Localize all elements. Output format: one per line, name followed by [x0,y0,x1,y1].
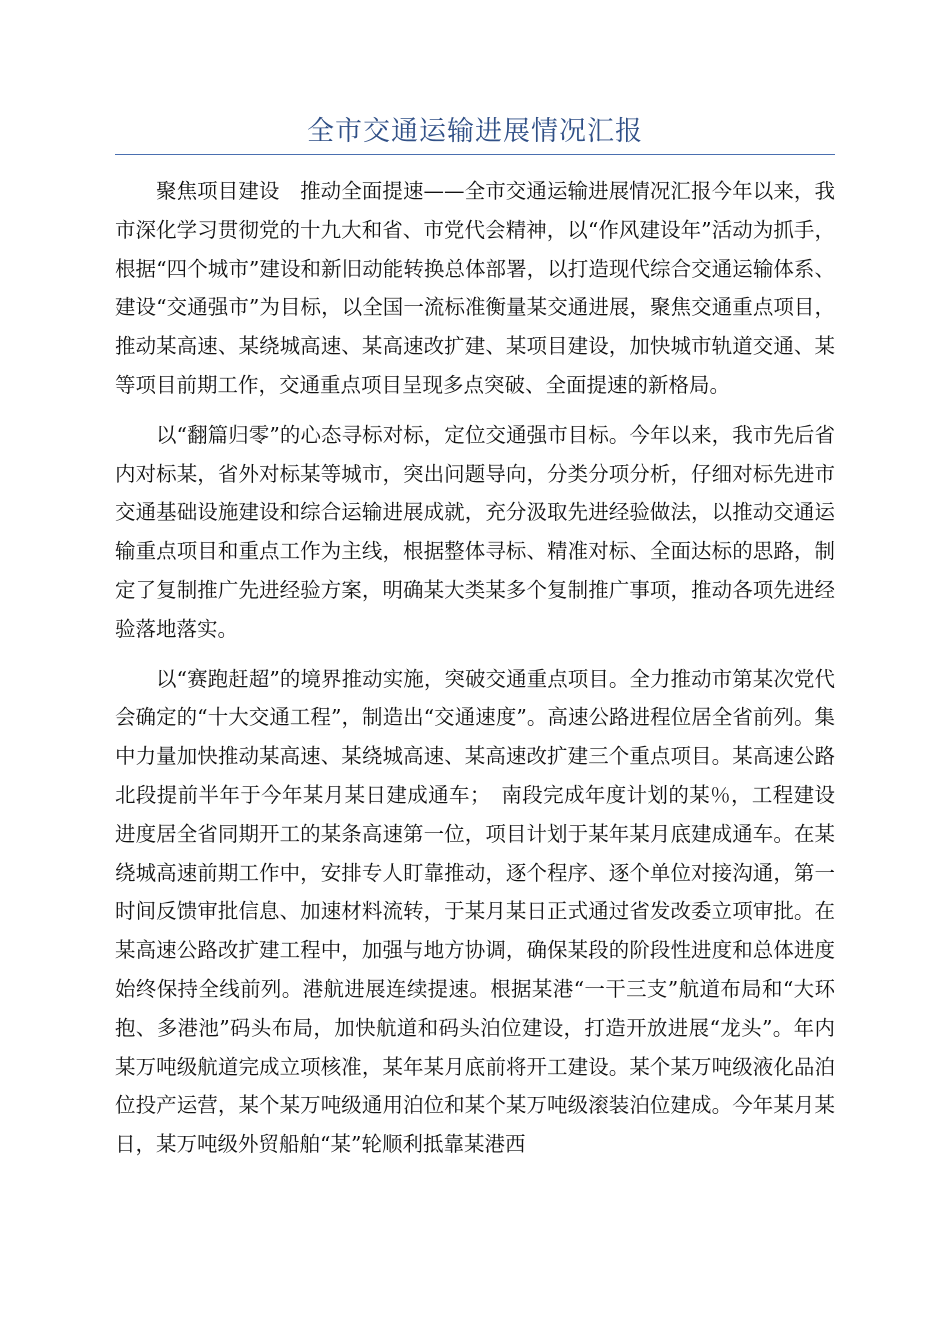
paragraph-2: 以“翻篇归零”的心态寻标对标，定位交通强市目标。今年以来，我市先后省内对标某，省外对标某等城市，突出问题导向，分类分项分析，仔细对标先进市交通基础设施建设和综合运输进展成就，充分汲取先进经验做法，以推动交通运输重点项目和重点工作为主线，根据整体寻标、精准对标、全面达标的思路，制定了复制推广先进经验方案，明确某大类某多个复制推广事项，推动各项先进经验落地落实。 [115,422,835,641]
title-underline [115,154,835,155]
document-body [115,172,835,1175]
paragraph-1: 聚焦项目建设 推动全面提速——全市交通运输进展情况汇报今年以来，我市深化学习贯彻党的十九大和省、市党代会精神，以“作风建设年”活动为抓手，根据“四个城市”建设和新旧动能转换总体部署，以打造现代综合交通运输体系、建设“交通强市”为目标，以全国一流标准衡量某交通进展，聚焦交通重点项目，推动某高速、某绕城高速、某高速改扩建、某项目建设，加快城市轨道交通、某等项目前期工作，交通重点项目呈现多点突破、全面提速的新格局。 [115,179,835,397]
document-title: 全市交通运输进展情况汇报 [307,116,643,147]
paragraph-3: 以“赛跑赶超”的境界推动实施，突破交通重点项目。全力推动市第某次党代会确定的“十大交通工程”，制造出“交通速度”。高速公路进程位居全省前列。集中力量加快推动某高速、某绕城高速、某高速改扩建三个重点项目。某高速公路北段提前半年于今年某月某日建成通车； 南段完成年度计划的某％，工程建设进度居全省同期开工的某条高速第一位，项目计划于某年某月底建成通车。在某绕城高速前期工作中，安排专人盯靠推动，逐个程序、逐个单位对接沟通，第一时间反馈审批信息、加速材料流转，于某月某日正式通过省发改委立项审批。在某高速公路改扩建工程中，加强与地方协调，确保某段的阶段性进度和总体进度始终保持全线前列。港航进展连续提速。根据某港“一干三支”航道布局和“大环抱、多港池”码头布局，加快航道和码头泊位建设，打造开放进展“龙头”。年内某万吨级航道完成立项核准，某年某月底前将开工建设。某个某万吨级液化品泊位投产运营，某个某万吨级通用泊位和某个某万吨级滚装泊位建成。今年某月某日，某万吨级外贸船舶“某”轮顺利抵靠某港西 [115,666,835,1157]
